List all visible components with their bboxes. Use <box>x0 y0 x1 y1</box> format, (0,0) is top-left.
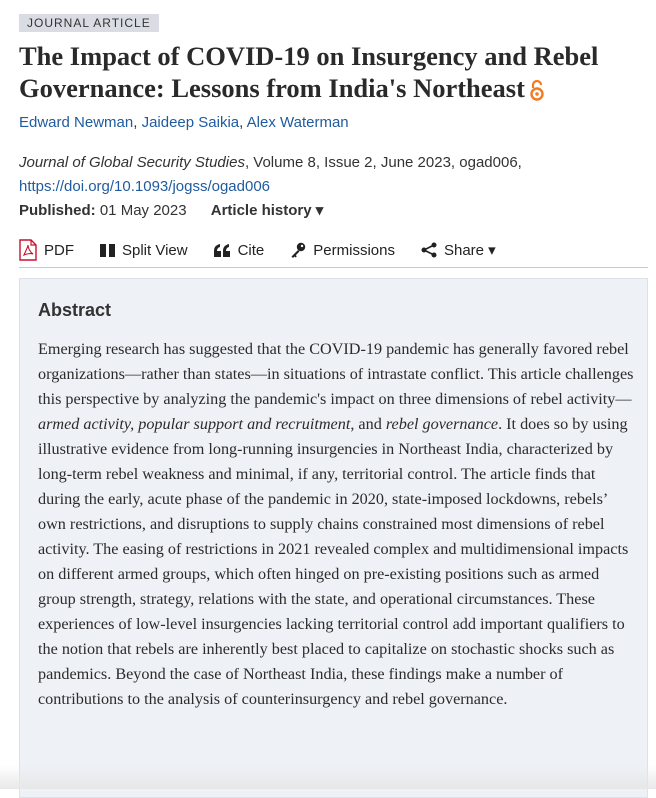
citation-details: , Volume 8, Issue 2, June 2023, ogad006, <box>244 154 522 171</box>
quote-icon <box>214 244 231 257</box>
split-view-button[interactable] <box>100 242 188 259</box>
cite-label: Cite <box>237 241 265 259</box>
article-history-toggle[interactable]: Article history ▾ <box>210 202 324 219</box>
article-header <box>19 14 648 223</box>
abstract-text-part: Emerging research has suggested that the COVID-19 pandemic has generally favored rebel organizations—rather than states—in situations of intrastate conflict. This article challenges this perspective by analyzing the pandemic's impact on three dimensions of rebel activity— <box>38 340 634 408</box>
author-separator: , <box>133 114 138 131</box>
author-separator: , <box>239 114 244 131</box>
journal-title: Journal of Global Security Studies <box>19 154 245 171</box>
abstract-emphasis: rebel governance <box>385 415 499 433</box>
pdf-label: PDF <box>44 241 74 259</box>
published-label: Published: <box>19 202 96 219</box>
scroll-fade <box>0 765 656 789</box>
article-title <box>19 40 648 108</box>
cite-button[interactable] <box>214 242 265 259</box>
permissions-button[interactable] <box>290 242 395 259</box>
key-icon <box>290 242 306 258</box>
author-link[interactable]: Edward Newman <box>19 114 134 131</box>
pdf-button[interactable] <box>19 239 74 261</box>
article-title-text: The Impact of COVID-19 on Insurgency and Rebel Governance: Lessons from India's Northeast <box>19 41 599 103</box>
published-date: 01 May 2023 <box>99 202 187 219</box>
abstract-text <box>38 337 634 712</box>
abstract-emphasis: armed activity, popular support and recruitment <box>38 415 351 433</box>
share-label: Share ▾ <box>443 242 496 259</box>
article-toolbar <box>19 233 648 268</box>
abstract-text-part: . It does so by using illustrative evidence from long-running insurgencies in Northeast India, characterized by long-term rebel weakness and minimal, if any, territorial control. The article finds that during the early, acute phase of the pandemic in 2020, state-imposed lockdowns, rebels’ own restrictions, and disruptions to supply chains constrained most dimensions of rebel activity. The easing of restrictions in 2021 revealed complex and multidimensional impacts on different armed groups, which often hinged on pre-existing positions such as armed group strength, strategy, relations with the state, and operational circumstances. These experiences of low-level insurgencies lacking territorial control add important qualifiers to the notion that rebels are inherently best placed to capitalize on stochastic shocks such as pandemics. Beyond the case of Northeast India, these findings make a number of contributions to the analysis of counterinsurgency and rebel governance. <box>38 415 629 708</box>
citation <box>19 151 648 199</box>
abstract-section <box>19 278 648 798</box>
pdf-icon <box>19 239 37 261</box>
permissions-label: Permissions <box>313 241 395 259</box>
share-icon <box>421 242 437 258</box>
split-view-label: Split View <box>122 241 188 259</box>
article-type-badge: JOURNAL ARTICLE <box>19 14 159 32</box>
share-button[interactable] <box>421 241 496 259</box>
abstract-text-part: , and <box>350 415 386 433</box>
author-link[interactable]: Jaideep Saikia <box>141 114 240 131</box>
abstract-heading: Abstract <box>38 300 112 320</box>
doi-link[interactable]: https://doi.org/10.1093/jogss/ogad006 <box>19 178 271 195</box>
author-link[interactable]: Alex Waterman <box>246 114 349 131</box>
open-access-icon <box>529 76 545 108</box>
split-view-icon <box>100 244 115 257</box>
author-list <box>19 114 648 131</box>
publication-row <box>19 199 648 223</box>
